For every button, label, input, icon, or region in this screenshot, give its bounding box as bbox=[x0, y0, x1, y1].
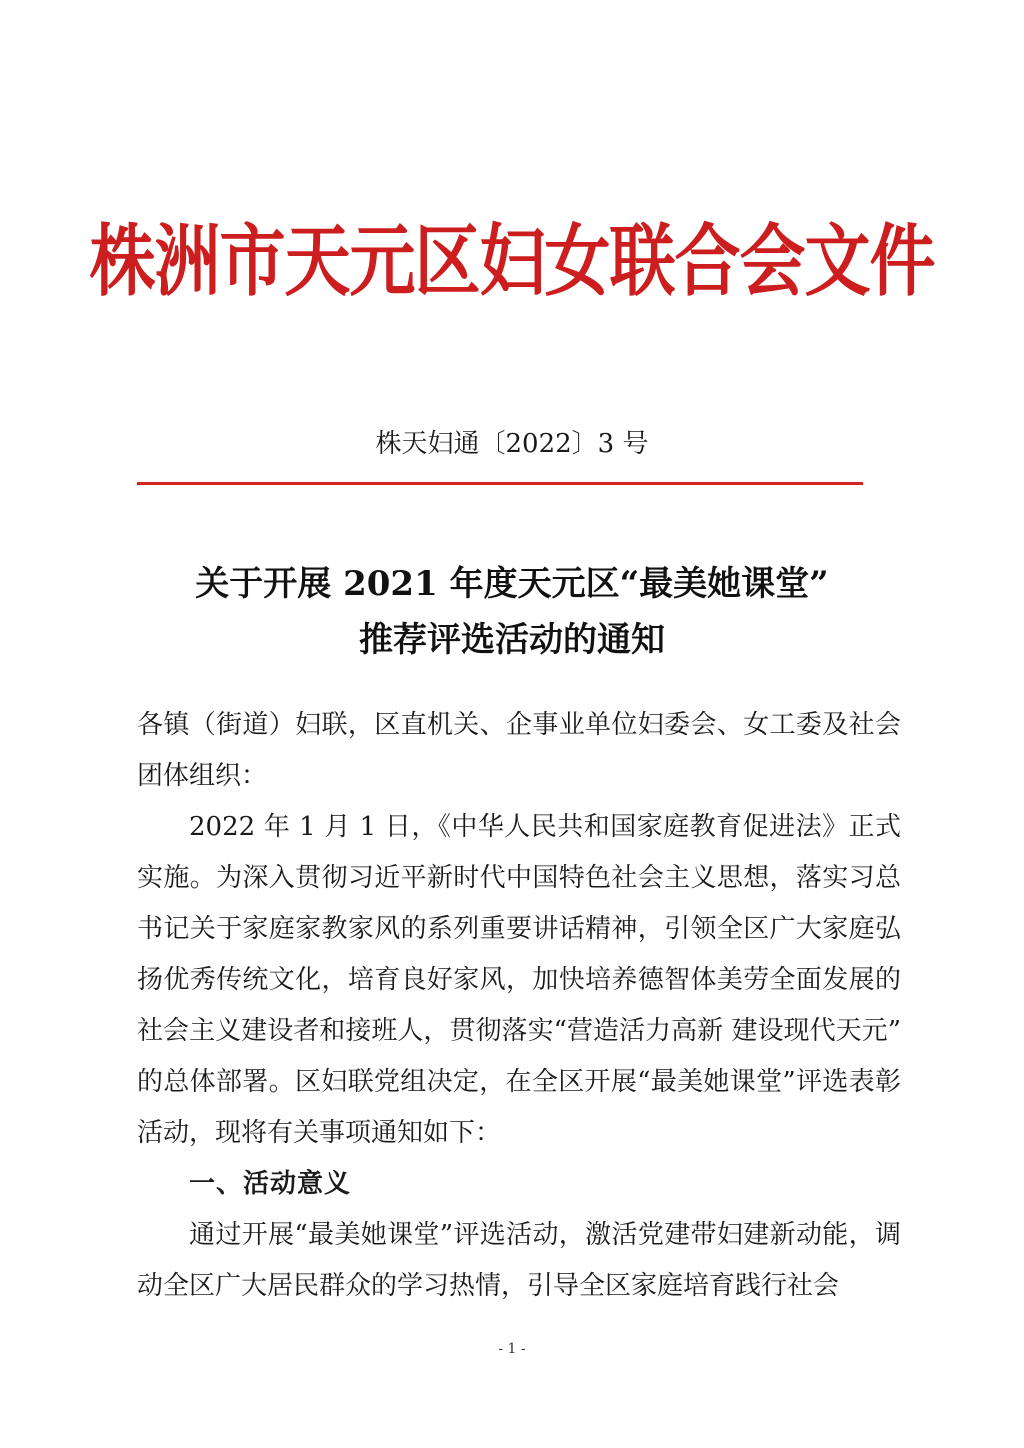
body-paragraph-1: 2022 年 1 月 1 日，《中华人民共和国家庭教育促进法》正式实施。为深入贯彻习近平新时代中国特色社会主义思想，落实习总书记关于家庭家教家风的系列重要讲话精神，引领全区广大家庭弘扬优秀传统文化，培育良好家风，加快培养德智体美劳全面发展的社会主义建设者和接班人，贯彻落实“营造活力高新 建设现代天元” 的总体部署。区妇联党组决定，在全区开展“最美她课堂”评选表彰活动，现将有关事项通知如下： bbox=[137, 812, 901, 1148]
notice-body bbox=[137, 700, 901, 1312]
issuing-authority-header: 株洲市天元区妇女联合会文件 bbox=[89, 214, 935, 307]
document-number: 株天妇通〔2022〕3 号 bbox=[375, 429, 649, 459]
notice-title bbox=[0, 556, 1024, 668]
notice-title-line-2: 推荐评选活动的通知 bbox=[359, 620, 665, 660]
notice-title-line-1: 关于开展 2021 年度天元区“最美她课堂” bbox=[195, 564, 829, 604]
red-divider-line bbox=[137, 482, 863, 485]
section-heading-1: 一、活动意义 bbox=[189, 1169, 352, 1199]
page-number: - 1 - bbox=[498, 1341, 526, 1357]
salutation: 各镇（街道）妇联，区直机关、企事业单位妇委会、女工委及社会团体组织： bbox=[137, 710, 901, 791]
body-paragraph-2: 通过开展“最美她课堂”评选活动，激活党建带妇建新动能，调动全区广大居民群众的学习热情，引导全区家庭培育践行社会 bbox=[137, 1220, 901, 1301]
